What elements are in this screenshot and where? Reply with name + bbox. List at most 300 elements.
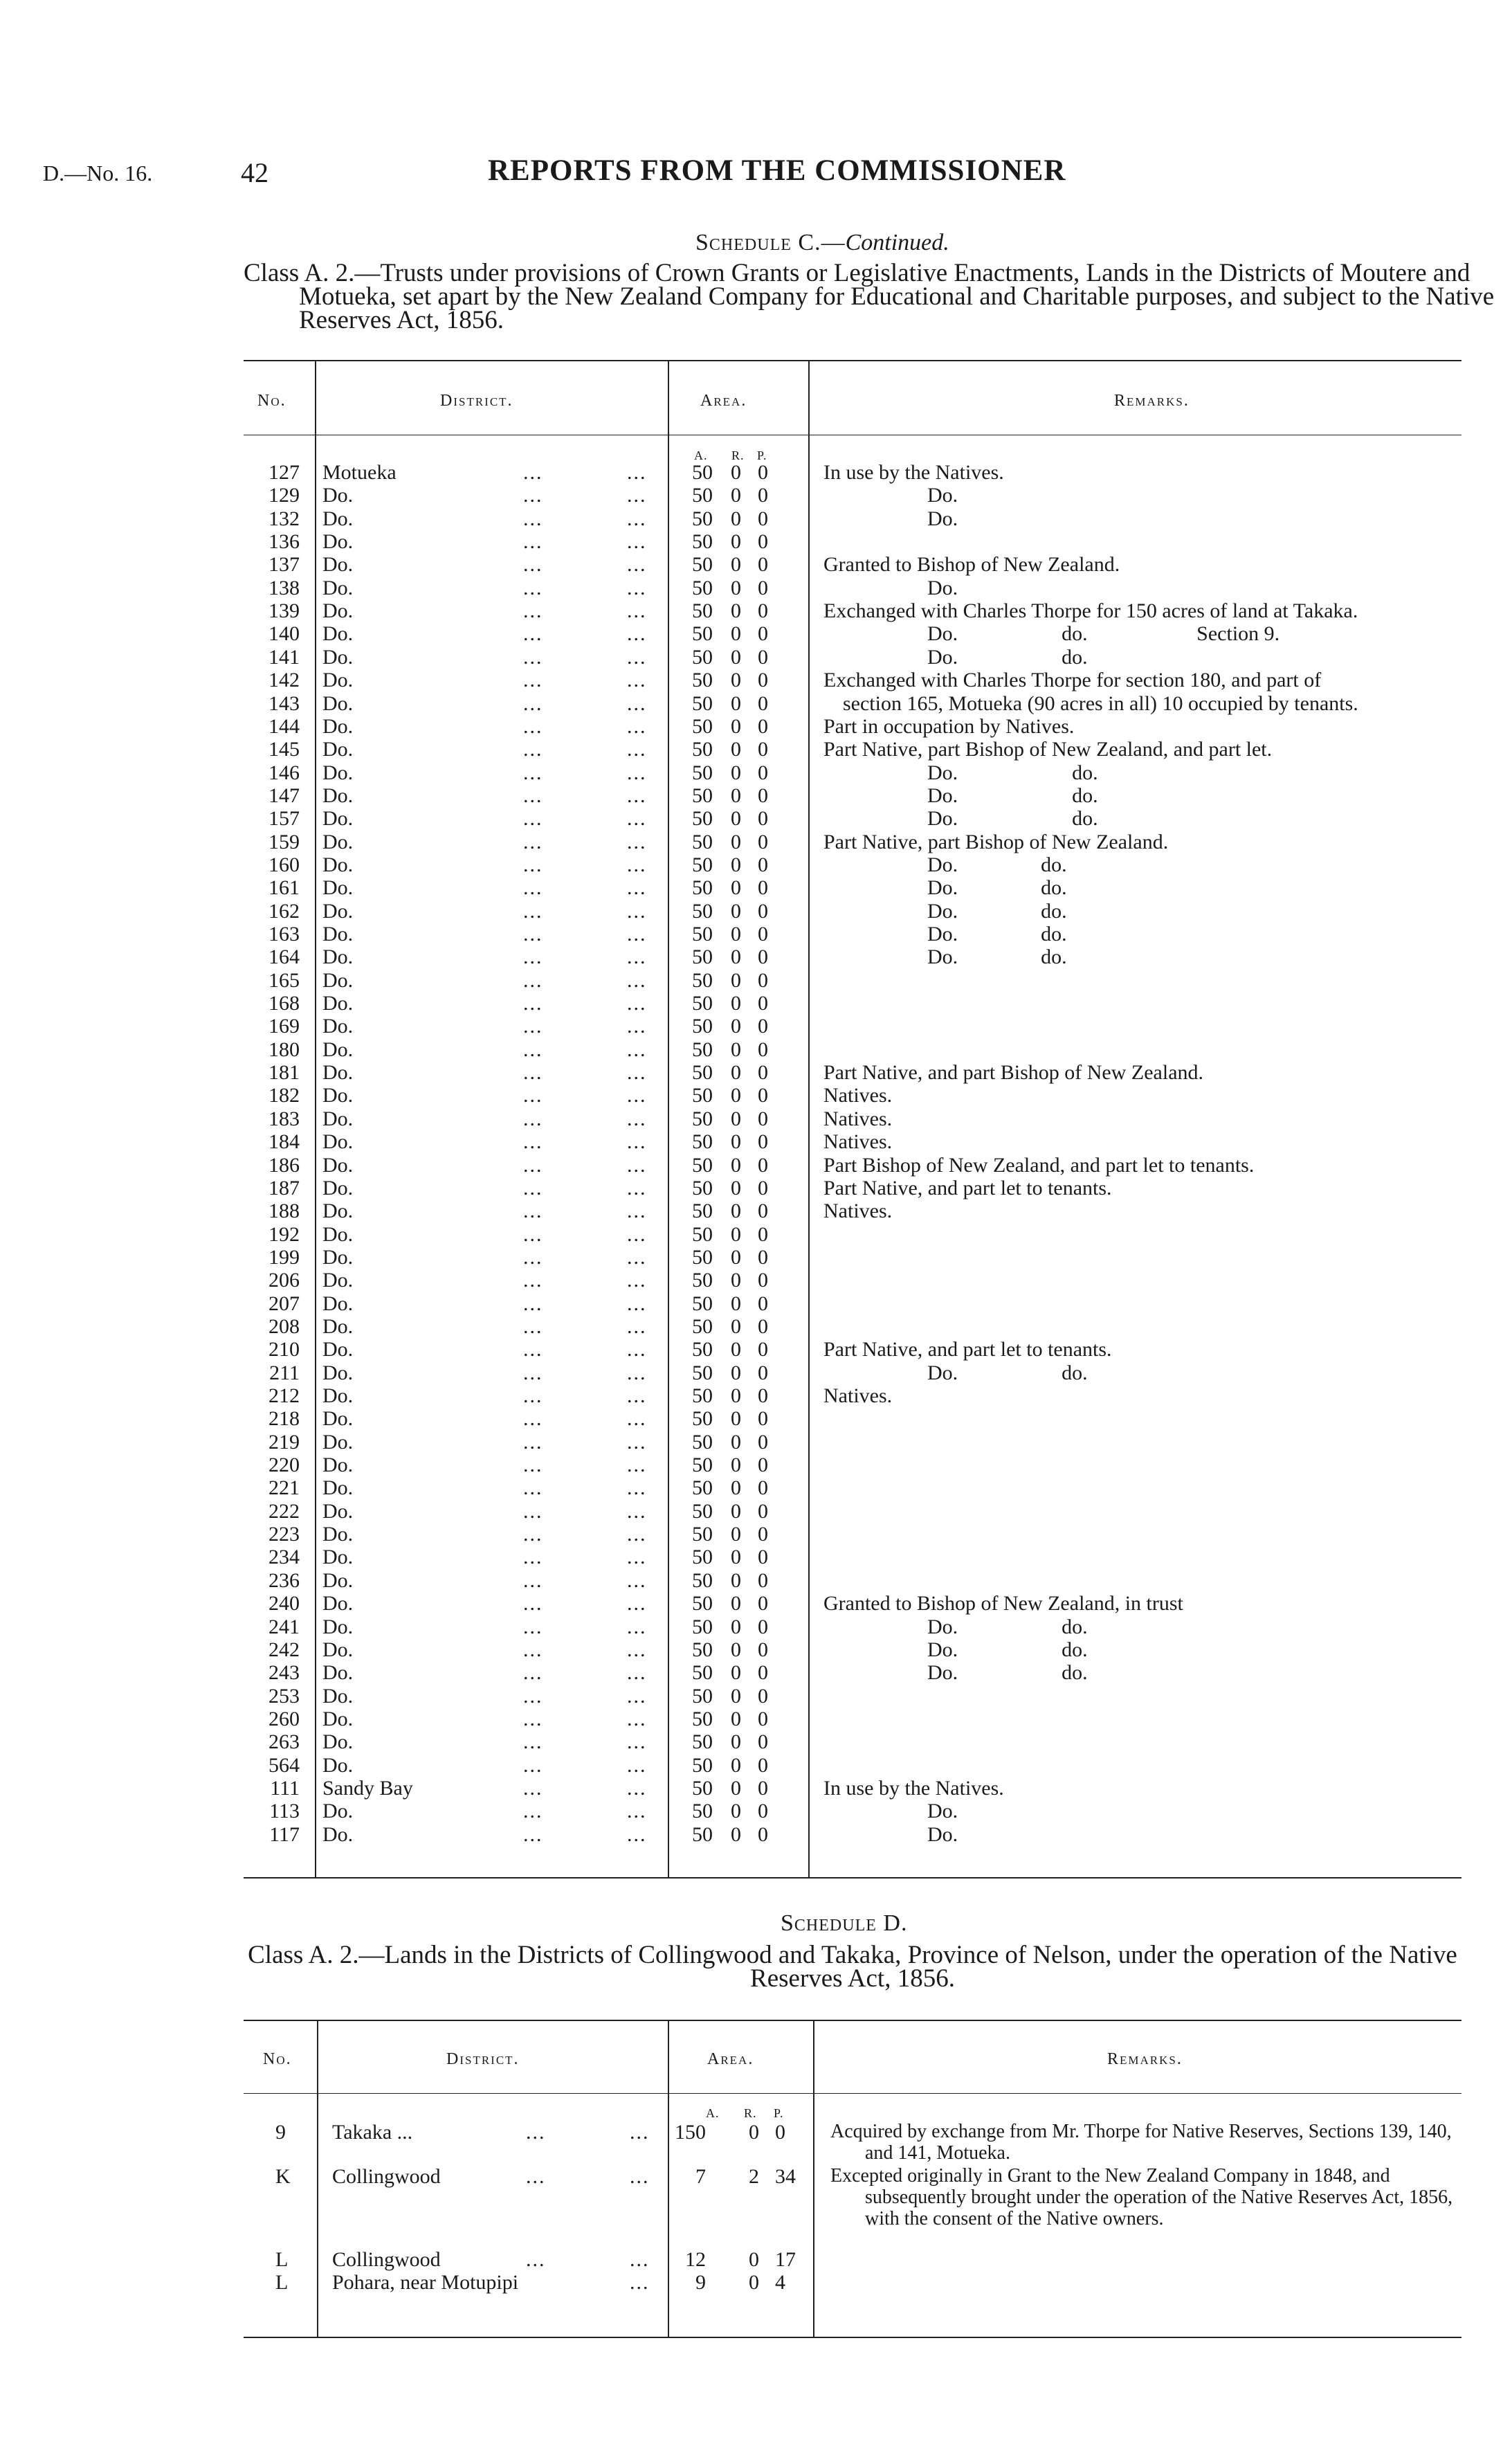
leader-dots: ... — [627, 484, 647, 507]
table-row — [0, 945, 1512, 968]
row-district: Do. — [322, 1384, 354, 1407]
row-district: Do. — [322, 1546, 354, 1569]
row-area-roods: 0 — [731, 1638, 741, 1661]
row-district: Do. — [322, 1107, 354, 1130]
row-remarks: Part Native, part Bishop of New Zealand. — [823, 830, 1169, 853]
row-district: Do. — [322, 1222, 354, 1246]
row-area-perches: 0 — [758, 1615, 768, 1638]
row-remarks: Acquired by exchange from Mr. Thorpe for Native Reserves, Sections 139, 140, and 141, Motueka. — [830, 2121, 1452, 2164]
row-number: 219 — [268, 1430, 300, 1454]
document-code: D.—No. 16. — [43, 161, 153, 185]
column-header-remarks: Remarks. — [1114, 392, 1190, 410]
table-d-col-divider — [813, 2020, 814, 2337]
row-number: 161 — [268, 876, 300, 900]
row-district: Do. — [322, 714, 354, 738]
row-area-acres: 50 — [692, 553, 713, 577]
row-area-perches: 0 — [758, 1707, 768, 1730]
leader-dots: ... — [627, 1753, 647, 1777]
row-area-roods: 0 — [731, 691, 741, 715]
row-area-perches: 0 — [758, 1592, 768, 1615]
leader-dots: ... — [523, 1292, 543, 1315]
row-remarks: Do. do. — [927, 945, 1067, 969]
row-remarks: Natives. — [823, 1130, 893, 1154]
area-unit-perches: P. — [757, 449, 767, 462]
row-area-acres: 50 — [692, 923, 713, 945]
table-row — [0, 853, 1512, 876]
table-row — [0, 646, 1512, 669]
row-area-acres: 50 — [692, 461, 713, 484]
row-area-acres: 50 — [692, 645, 713, 669]
row-district: Do. — [322, 1499, 354, 1523]
row-area-perches: 0 — [758, 1130, 768, 1154]
leader-dots: ... — [523, 691, 543, 715]
area-unit-roods: R. — [744, 2106, 757, 2120]
row-area-perches: 0 — [758, 507, 768, 530]
table-row — [0, 1638, 1512, 1661]
row-number: 210 — [268, 1338, 300, 1361]
row-area-roods: 0 — [731, 830, 741, 853]
row-remarks: Do. — [927, 484, 958, 507]
row-area-acres: 50 — [692, 1200, 713, 1223]
table-row — [0, 1800, 1512, 1822]
leader-dots: ... — [630, 2271, 650, 2294]
leader-dots: ... — [523, 461, 543, 484]
row-area-roods: 0 — [731, 1176, 741, 1200]
row-number: 188 — [268, 1200, 300, 1223]
row-number: 207 — [268, 1292, 300, 1315]
row-area-acres: 50 — [692, 1107, 713, 1130]
row-number: 260 — [268, 1707, 300, 1730]
row-district: Do. — [322, 899, 354, 923]
row-remarks: Do. do. Section 9. — [927, 622, 1280, 646]
row-area-roods: 0 — [731, 1269, 741, 1292]
leader-dots: ... — [627, 530, 647, 554]
leader-dots: ... — [523, 807, 543, 831]
leader-dots: ... — [523, 1015, 543, 1038]
row-number: 243 — [268, 1661, 300, 1685]
row-number: 162 — [268, 899, 300, 923]
row-area-perches: 0 — [758, 968, 768, 992]
row-district: Do. — [322, 853, 354, 876]
row-number: 192 — [268, 1222, 300, 1246]
row-remarks: Do. do. — [927, 784, 1098, 807]
leader-dots: ... — [523, 1499, 543, 1523]
row-number: 242 — [268, 1638, 300, 1661]
row-area-roods: 0 — [731, 1407, 741, 1431]
leader-dots: ... — [523, 1338, 543, 1361]
leader-dots: ... — [627, 899, 647, 923]
row-area-acres: 50 — [692, 1568, 713, 1592]
row-area-acres: 50 — [692, 876, 713, 900]
row-area-roods: 0 — [731, 1015, 741, 1038]
schedule-c-class-description: Class A. 2.—Trusts under provisions of Crown Grants or Legislative Enactments, Lands in the Districts of Moutere and Motueka, set apart by the New Zealand Company for Educational and Charitable purposes, and subject to the Native Reserves Act, 1856. — [244, 259, 1495, 334]
leader-dots: ... — [627, 1153, 647, 1177]
row-area-acres: 50 — [692, 1084, 713, 1107]
row-number: 137 — [268, 553, 300, 577]
leader-dots: ... — [627, 1568, 647, 1592]
row-district: Do. — [322, 1430, 354, 1454]
leader-dots: ... — [627, 1038, 647, 1061]
row-remarks: Part Native, and part Bishop of New Zealand. — [823, 1061, 1204, 1085]
leader-dots: ... — [627, 1638, 647, 1661]
row-area-perches: 0 — [758, 738, 768, 761]
table-row — [0, 599, 1512, 622]
table-row — [0, 784, 1512, 807]
row-area-roods: 2 — [749, 2165, 759, 2188]
leader-dots: ... — [523, 1592, 543, 1615]
table-row — [0, 876, 1512, 899]
row-number: 129 — [268, 484, 300, 507]
leader-dots: ... — [627, 1407, 647, 1431]
row-district: Do. — [322, 1615, 354, 1638]
row-district: Do. — [322, 669, 354, 692]
table-row — [0, 461, 1512, 484]
row-number: 181 — [268, 1061, 300, 1085]
row-number: 146 — [268, 761, 300, 784]
table-row — [0, 1084, 1512, 1107]
row-area-acres: 150 — [675, 2121, 706, 2144]
row-area-acres: 50 — [692, 1361, 713, 1384]
leader-dots: ... — [523, 599, 543, 623]
row-area-acres: 50 — [692, 1822, 713, 1846]
row-area-roods: 0 — [749, 2248, 759, 2271]
row-area-perches: 0 — [758, 1776, 768, 1800]
table-row — [0, 1730, 1512, 1753]
row-area-acres: 50 — [692, 484, 713, 507]
leader-dots: ... — [627, 1592, 647, 1615]
leader-dots: ... — [627, 1476, 647, 1500]
row-area-acres: 50 — [692, 1015, 713, 1038]
row-area-roods: 0 — [731, 1245, 741, 1269]
row-area-perches: 0 — [758, 1222, 768, 1246]
leader-dots: ... — [523, 945, 543, 969]
leader-dots: ... — [627, 1730, 647, 1754]
row-area-perches: 17 — [775, 2248, 796, 2271]
table-row — [0, 923, 1512, 945]
leader-dots: ... — [627, 761, 647, 784]
row-area-roods: 0 — [731, 599, 741, 623]
row-area-acres: 50 — [692, 1546, 713, 1569]
row-area-perches: 0 — [758, 1361, 768, 1384]
table-row — [0, 1615, 1512, 1638]
leader-dots: ... — [627, 576, 647, 599]
row-area-roods: 0 — [731, 784, 741, 807]
table-c-bottom-rule — [244, 1877, 1461, 1879]
row-area-roods: 0 — [731, 1292, 741, 1315]
table-row — [0, 1523, 1512, 1546]
row-area-acres: 50 — [692, 1707, 713, 1730]
table-row — [0, 1315, 1512, 1338]
table-row — [0, 1500, 1512, 1523]
row-area-acres: 50 — [692, 1776, 713, 1800]
leader-dots: ... — [523, 1753, 543, 1777]
leader-dots: ... — [523, 1084, 543, 1107]
leader-dots: ... — [523, 1038, 543, 1061]
row-district: Do. — [322, 876, 354, 900]
leader-dots: ... — [523, 1800, 543, 1823]
row-area-acres: 50 — [692, 761, 713, 784]
row-number: 139 — [268, 599, 300, 623]
row-area-perches: 0 — [758, 1153, 768, 1177]
leader-dots: ... — [523, 1638, 543, 1661]
table-d-top-rule — [244, 2020, 1461, 2021]
row-area-roods: 0 — [731, 853, 741, 876]
leader-dots: ... — [627, 1615, 647, 1638]
row-area-acres: 50 — [692, 1292, 713, 1315]
row-remarks: Do. do. — [927, 899, 1067, 923]
leader-dots: ... — [627, 1430, 647, 1454]
leader-dots: ... — [523, 1568, 543, 1592]
table-row — [0, 807, 1512, 830]
row-area-acres: 50 — [692, 669, 713, 692]
row-area-acres: 7 — [695, 2165, 706, 2188]
row-area-perches: 0 — [758, 992, 768, 1015]
row-district: Do. — [322, 622, 354, 646]
row-area-perches: 0 — [758, 1061, 768, 1085]
row-district: Do. — [322, 738, 354, 761]
row-district: Sandy Bay — [322, 1776, 413, 1800]
row-area-perches: 0 — [758, 1269, 768, 1292]
leader-dots: ... — [627, 1084, 647, 1107]
row-area-acres: 50 — [692, 622, 713, 646]
row-area-perches: 0 — [758, 553, 768, 577]
row-area-perches: 0 — [758, 1038, 768, 1061]
leader-dots: ... — [523, 992, 543, 1015]
leader-dots: ... — [630, 2248, 650, 2271]
leader-dots: ... — [523, 1361, 543, 1384]
row-area-roods: 0 — [749, 2121, 759, 2144]
row-number: 206 — [268, 1269, 300, 1292]
row-area-perches: 0 — [775, 2121, 785, 2144]
row-district: Do. — [322, 1176, 354, 1200]
row-district: Do. — [322, 807, 354, 831]
table-row — [0, 1200, 1512, 1222]
row-area-acres: 50 — [692, 1730, 713, 1754]
schedule-c-heading — [695, 230, 949, 256]
row-area-perches: 0 — [758, 1314, 768, 1338]
leader-dots: ... — [523, 1407, 543, 1431]
row-district: Do. — [322, 1200, 354, 1223]
table-row — [0, 577, 1512, 599]
row-area-roods: 0 — [731, 1384, 741, 1407]
row-remarks: Do. do. — [927, 876, 1067, 900]
row-district: Do. — [322, 784, 354, 807]
row-remarks: In use by the Natives. — [823, 1776, 1004, 1800]
row-remarks: Do. — [927, 1822, 958, 1846]
row-area-roods: 0 — [731, 1546, 741, 1569]
row-district: Do. — [322, 530, 354, 554]
row-area-roods: 0 — [731, 1361, 741, 1384]
row-number: 253 — [268, 1684, 300, 1708]
row-area-perches: 0 — [758, 1523, 768, 1546]
table-c-top-rule — [244, 360, 1461, 361]
row-area-perches: 0 — [758, 784, 768, 807]
column-header-remarks: Remarks. — [1107, 2050, 1183, 2068]
table-d-col-divider — [317, 2020, 318, 2337]
row-area-roods: 0 — [731, 899, 741, 923]
row-area-roods: 0 — [731, 1314, 741, 1338]
leader-dots: ... — [627, 1707, 647, 1730]
row-area-perches: 0 — [758, 1730, 768, 1754]
row-area-perches: 0 — [758, 853, 768, 876]
row-remarks: Natives. — [823, 1084, 893, 1107]
row-number: 164 — [268, 945, 300, 969]
row-area-perches: 0 — [758, 530, 768, 554]
row-district: Do. — [322, 1061, 354, 1085]
row-area-roods: 0 — [731, 553, 741, 577]
table-row — [0, 969, 1512, 992]
row-area-roods: 0 — [731, 1776, 741, 1800]
row-area-roods: 0 — [731, 1430, 741, 1454]
row-district: Do. — [322, 1407, 354, 1431]
row-remarks: Do. do. — [927, 923, 1067, 945]
row-remarks: Do. do. — [927, 807, 1098, 831]
leader-dots: ... — [523, 738, 543, 761]
column-header-no: No. — [257, 392, 286, 410]
leader-dots: ... — [627, 1269, 647, 1292]
row-area-acres: 9 — [695, 2271, 706, 2294]
row-remarks: Part Native, part Bishop of New Zealand, and part let. — [823, 738, 1273, 761]
table-row — [0, 669, 1512, 691]
row-remarks: Do. — [927, 1800, 958, 1823]
row-area-acres: 50 — [692, 1269, 713, 1292]
leader-dots: ... — [627, 1200, 647, 1223]
row-district: Motueka — [322, 461, 397, 484]
leader-dots: ... — [523, 1615, 543, 1638]
row-number: 117 — [269, 1822, 300, 1846]
row-district: Do. — [322, 1730, 354, 1754]
leader-dots: ... — [630, 2165, 650, 2188]
row-area-acres: 50 — [692, 1638, 713, 1661]
row-remarks: Do. — [927, 576, 958, 599]
table-row — [0, 1061, 1512, 1084]
row-remarks: Do. do. — [927, 1361, 1088, 1384]
row-number: 141 — [268, 645, 300, 669]
row-district: Collingwood — [332, 2165, 441, 2188]
row-district: Do. — [322, 761, 354, 784]
row-district: Do. — [322, 1314, 354, 1338]
table-row — [0, 1130, 1512, 1153]
row-area-acres: 50 — [692, 1384, 713, 1407]
row-remarks: Natives. — [823, 1200, 893, 1223]
leader-dots: ... — [627, 1776, 647, 1800]
row-area-acres: 50 — [692, 1176, 713, 1200]
row-area-roods: 0 — [731, 1338, 741, 1361]
row-area-perches: 0 — [758, 1568, 768, 1592]
leader-dots: ... — [523, 923, 543, 945]
row-area-acres: 50 — [692, 968, 713, 992]
row-area-roods: 0 — [731, 923, 741, 945]
row-area-acres: 50 — [692, 1476, 713, 1500]
row-area-perches: 0 — [758, 645, 768, 669]
table-row — [0, 1269, 1512, 1292]
leader-dots: ... — [627, 1800, 647, 1823]
row-area-acres: 50 — [692, 507, 713, 530]
row-area-acres: 50 — [692, 830, 713, 853]
leader-dots: ... — [523, 1430, 543, 1454]
leader-dots: ... — [627, 553, 647, 577]
table-row — [0, 622, 1512, 645]
row-district: Do. — [322, 645, 354, 669]
page-number: 42 — [241, 157, 268, 188]
row-area-roods: 0 — [731, 1038, 741, 1061]
leader-dots: ... — [526, 2248, 546, 2271]
area-unit-perches: P. — [774, 2106, 784, 2120]
leader-dots: ... — [627, 1384, 647, 1407]
column-header-area: Area. — [700, 392, 747, 410]
leader-dots: ... — [627, 461, 647, 484]
table-row — [0, 738, 1512, 761]
leader-dots: ... — [627, 1222, 647, 1246]
leader-dots: ... — [523, 1130, 543, 1154]
row-area-roods: 0 — [731, 1061, 741, 1085]
table-row — [0, 1338, 1512, 1361]
row-remarks: Part Bishop of New Zealand, and part let to tenants. — [823, 1153, 1255, 1177]
leader-dots: ... — [523, 1776, 543, 1800]
row-number: 211 — [269, 1361, 300, 1384]
row-district: Takaka ... — [332, 2121, 413, 2144]
table-row — [0, 484, 1512, 507]
row-area-roods: 0 — [731, 1730, 741, 1754]
leader-dots: ... — [627, 1454, 647, 1477]
row-number: 132 — [268, 507, 300, 530]
leader-dots: ... — [627, 1361, 647, 1384]
leader-dots: ... — [627, 1822, 647, 1846]
row-area-acres: 50 — [692, 530, 713, 554]
row-area-acres: 50 — [692, 807, 713, 831]
row-area-roods: 0 — [731, 1476, 741, 1500]
row-number: 169 — [268, 1015, 300, 1038]
column-header-district: District. — [440, 392, 513, 410]
row-number: 163 — [268, 923, 300, 945]
row-area-roods: 0 — [731, 945, 741, 969]
row-district: Do. — [322, 507, 354, 530]
leader-dots: ... — [523, 1661, 543, 1685]
row-district: Do. — [322, 1361, 354, 1384]
row-area-perches: 0 — [758, 1822, 768, 1846]
row-number: 182 — [268, 1084, 300, 1107]
row-area-perches: 0 — [758, 1638, 768, 1661]
leader-dots: ... — [627, 876, 647, 900]
row-remarks: Granted to Bishop of New Zealand, in trust — [823, 1592, 1183, 1615]
row-area-acres: 50 — [692, 1130, 713, 1154]
leader-dots: ... — [523, 1707, 543, 1730]
row-area-acres: 12 — [685, 2248, 706, 2271]
row-number: 199 — [268, 1245, 300, 1269]
row-area-perches: 0 — [758, 1499, 768, 1523]
row-number: 222 — [268, 1499, 300, 1523]
leader-dots: ... — [627, 622, 647, 646]
row-district: Do. — [322, 968, 354, 992]
row-area-perches: 0 — [758, 691, 768, 715]
row-district: Do. — [322, 1245, 354, 1269]
leader-dots: ... — [627, 738, 647, 761]
leader-dots: ... — [627, 830, 647, 853]
leader-dots: ... — [523, 968, 543, 992]
row-remarks: Do. do. — [927, 1638, 1088, 1661]
row-area-roods: 0 — [731, 1130, 741, 1154]
row-remarks: section 165, Motueka (90 acres in all) 10 occupied by tenants. — [843, 691, 1358, 715]
row-area-roods: 0 — [731, 1800, 741, 1823]
table-row — [0, 1292, 1512, 1315]
leader-dots: ... — [523, 1684, 543, 1708]
row-area-roods: 0 — [731, 714, 741, 738]
row-district: Do. — [322, 1038, 354, 1061]
leader-dots: ... — [523, 507, 543, 530]
table-row — [0, 1754, 1512, 1777]
row-area-acres: 50 — [692, 1430, 713, 1454]
leader-dots: ... — [523, 1476, 543, 1500]
